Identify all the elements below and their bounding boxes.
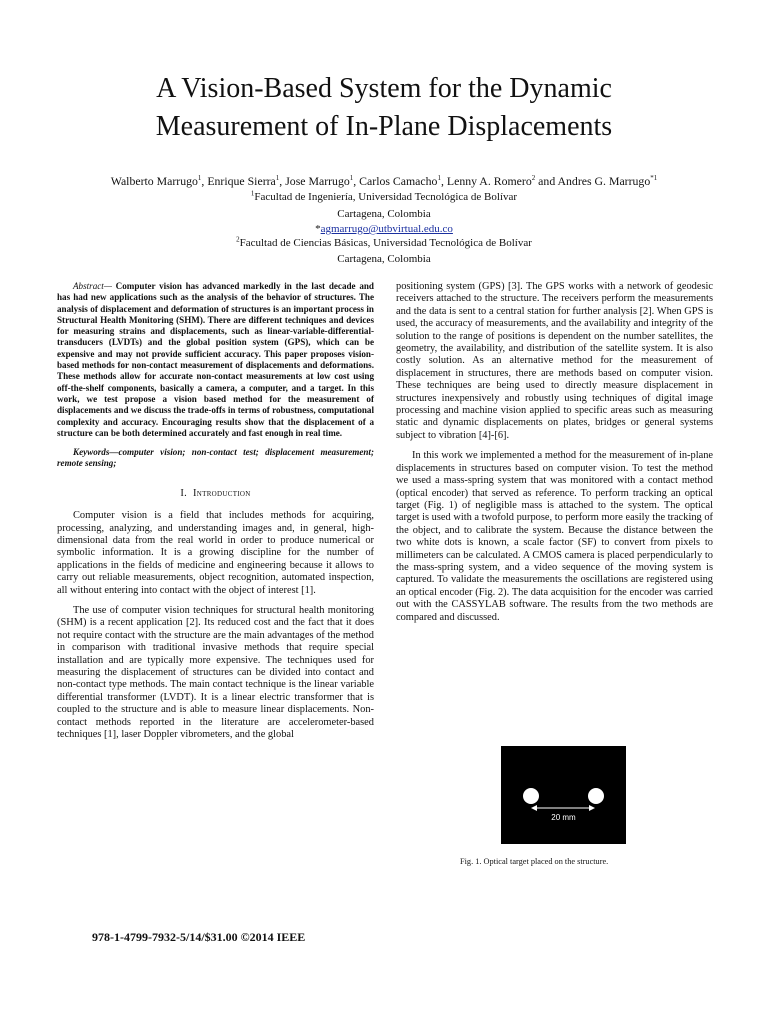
author-affiliation-sup: 1 bbox=[349, 174, 354, 183]
affiliation-2 bbox=[0, 236, 768, 251]
author-separator: , bbox=[201, 174, 208, 188]
affiliation-1 bbox=[0, 190, 768, 205]
author-name: Enrique Sierra bbox=[207, 174, 276, 188]
author-separator: , bbox=[440, 174, 447, 188]
title-line-2: Measurement of In-Plane Displacements bbox=[155, 111, 613, 142]
affiliation-1-text: Facultad de Ingeniería, Universidad Tecnológica de Bolívar bbox=[254, 191, 518, 203]
affiliation-2-city: Cartagena, Colombia bbox=[337, 253, 431, 265]
figure-caption: Fig. 1. Optical target placed on the structure. bbox=[460, 857, 609, 866]
section-title: Introduction bbox=[192, 487, 251, 499]
intro-paragraph-1: Computer vision is a field that includes methods for acquiring, processing, analyzing, and understanding images and, in general, high-dimensional data from the real world in order to produce numerical or symbolic information. It is a growing discipline for the number of applications in the fields of medicine and engineering because it allows to carry out reliable measurements, object recognition, automated inspection, all without entering into contact with the object of interest [1]. bbox=[57, 510, 374, 596]
affiliation-1-city: Cartagena, Colombia bbox=[337, 208, 431, 220]
author-affiliation-sup: *1 bbox=[650, 174, 658, 183]
author-separator: and bbox=[535, 174, 558, 188]
abstract-text: Computer vision has advanced markedly in the last decade and has had new applications such as the analysis of the behavior of structures. The analysis of displacement and deformation of structures is an important process in Structural Health Monitoring (SHM). There are different techniques and devices for measuring strains and displacements, such as linear-variable-differential-transducers (LVDTs) and the global position system (GPS), which can be expensive and may not provide sufficient accuracy. This paper proposes vision-based methods for non-contact measurement of displacements and deformations. These methods allow for accurate non-contact measurements at low cost using off-the-shelf components, basically a camera, a computer, and a target. In this work, we test propose a vision based method for the measurement of displacements and we discuss the trade-offs in terms of robustness, computational complexity and accuracy. Encouraging results show that the displacement of a structure can be both determined accurately and fast enough in real time. bbox=[57, 281, 374, 438]
section-number: I. bbox=[180, 487, 188, 499]
author-affiliation-sup: 1 bbox=[197, 174, 202, 183]
paper-title bbox=[0, 70, 768, 146]
email-prefix: * bbox=[315, 223, 321, 235]
intro-paragraph-2: The use of computer vision techniques for structural health monitoring (SHM) is a recent application [2]. Its reduced cost and the fact that it does not require contact with the structure are the main advantages of the method in comparison with traditional invasive methods that require special installation and are typically more expensive. The techniques used for measuring the displacement of structures can be divided into contact and non-contact type methods. The main contact technique is the linear variable differential transformer (LVDT). It is a linear electric transformer that is coupled to the structure and is able to measure linear displacements. Non-contact methods reported in the literature are accelerometer-based techniques [1], laser Doppler vibrometers, and the global bbox=[57, 605, 374, 741]
affiliation-2-text: Facultad de Ciencias Básicas, Universidad Tecnológica de Bolívar bbox=[239, 237, 532, 249]
scale-arrow bbox=[501, 746, 626, 844]
author-affiliation-sup: 1 bbox=[437, 174, 441, 183]
author-separator: , bbox=[353, 174, 360, 188]
keywords bbox=[57, 447, 374, 470]
right-column bbox=[396, 281, 713, 632]
abstract-lead: Abstract— bbox=[73, 281, 112, 291]
author-affiliation-sup: 1 bbox=[275, 174, 280, 183]
email-link[interactable]: agmarrugo@utbvirtual.edu.co bbox=[320, 223, 453, 235]
author-separator: , bbox=[279, 174, 286, 188]
keywords-text: computer vision; non-contact test; displacement measurement; remote sensing; bbox=[57, 447, 374, 469]
author-name: Lenny A. Romero bbox=[446, 174, 532, 188]
section-heading bbox=[57, 488, 374, 500]
right-paragraph-2: In this work we implemented a method for the measurement of in-plane displacements in structures based on computer vision. To test the method we used a mass-spring system that was monitored with a contact method (optical encoder) that served as reference. To perform tracking an optical target (Fig. 1) of negligible mass is attached to the system. The optical target is used with a twofold purpose, to perform more easily the tracking of the object, and to calibrate the system. Because the distance between the two white dots is known, a scale factor (SF) to convert from pixels to millimeters can be calculated. A CMOS camera is placed perpendicularly to the mass-spring system, and a video sequence of the moving system is captured. To validate the measurements the oscillations are registered using an optical encoder (Fig. 2). The data acquisition for the encoder was carried out with the CASSYLAB software. The results from the two methods are compared and discussed. bbox=[396, 450, 713, 623]
affiliation-2-sup: 2 bbox=[236, 235, 240, 244]
email-line bbox=[0, 222, 768, 237]
title-line-1: A Vision-Based System for the Dynamic bbox=[156, 73, 612, 104]
affiliation-1-sup: 1 bbox=[250, 189, 255, 198]
author-affiliation-sup: 2 bbox=[531, 174, 536, 183]
keywords-lead: Keywords— bbox=[73, 447, 119, 458]
author-name: Jose Marrugo bbox=[285, 174, 350, 188]
scale-label: 20 mm bbox=[551, 813, 576, 822]
left-column bbox=[57, 281, 374, 749]
right-paragraph-1: positioning system (GPS) [3]. The GPS works with a network of geodesic receivers attached to the structure. The receivers perform the measurements and the data is sent to a central station for further analysis [2]. When GPS is used, the accuracy of measurements, and the availability and integrity of the solution to the range of positions is dependent on the number satellites, the geometry, the availability, and distribution of the satellite system. It is also costly solution. As an alternative method for the measurement of displacement in structures, there are methods based on computer vision. These techniques are being used to directly measure displacement in structures inexpensively and robustly using techniques of digital image processing and machine vision applied to specific areas such as measuring static and dynamic displacements on plates, bridges or general systems subject to vibration [4]-[6]. bbox=[396, 281, 713, 441]
author-name: Walberto Marrugo bbox=[110, 174, 198, 188]
optical-target-figure bbox=[501, 746, 626, 844]
author-name: Carlos Camacho bbox=[359, 174, 438, 188]
copyright-footer: 978-1-4799-7932-5/14/$31.00 ©2014 IEEE bbox=[92, 930, 306, 944]
abstract bbox=[57, 281, 374, 439]
author-name: Andres G. Marrugo bbox=[557, 174, 651, 188]
author-list bbox=[0, 172, 768, 190]
